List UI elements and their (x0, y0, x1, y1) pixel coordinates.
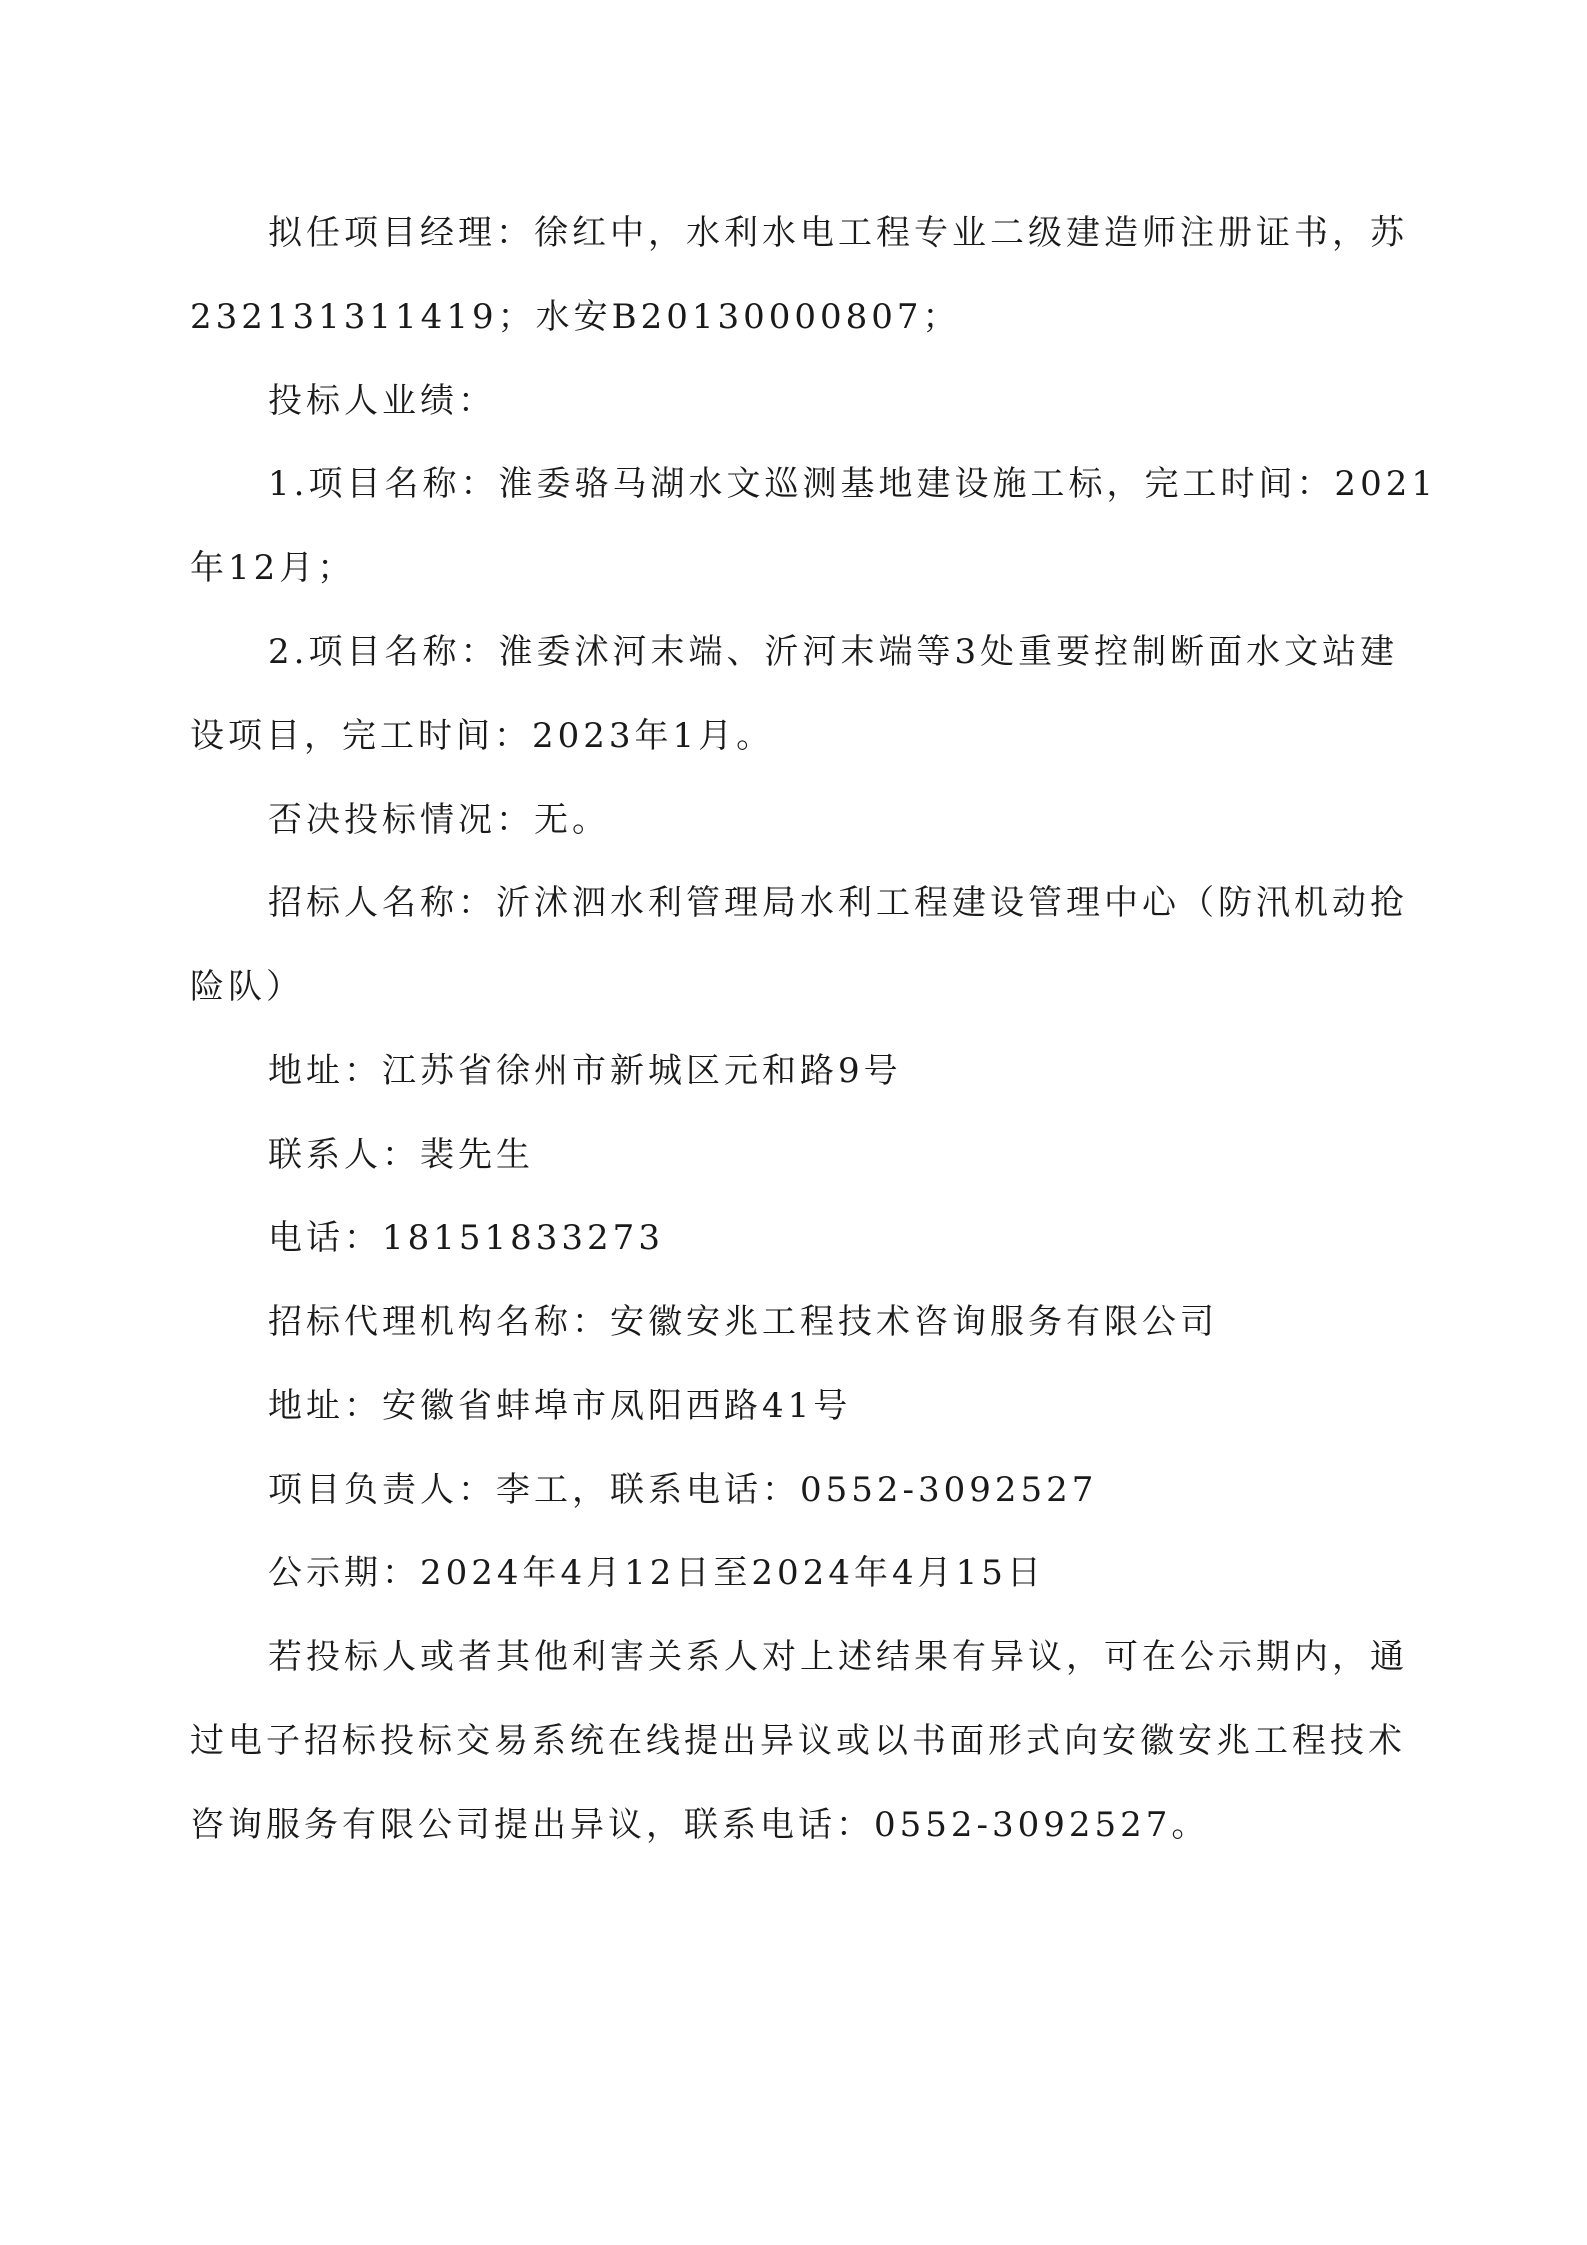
tenderer-contact: 联系人：裴先生 (268, 1135, 534, 1175)
performance-heading: 投标人业绩： (268, 381, 496, 421)
project-1-line-2: 年12月； (190, 548, 356, 588)
manager-line-2: 232131311419；水安B20130000807； (190, 297, 961, 337)
agency-address: 地址：安徽省蚌埠市凤阳西路41号 (268, 1386, 852, 1426)
manager-line-1: 拟任项目经理：徐红中，水利水电工程专业二级建造师注册证书，苏 (268, 213, 1408, 253)
publicity-period: 公示期：2024年4月12日至2024年4月15日 (268, 1553, 1045, 1593)
objection-line-3: 咨询服务有限公司提出异议，联系电话：0552-3092527。 (190, 1805, 1210, 1845)
agency-name: 招标代理机构名称：安徽安兆工程技术咨询服务有限公司 (268, 1302, 1218, 1342)
project-2-line-2: 设项目，完工时间：2023年1月。 (190, 716, 775, 756)
project-2-line-1: 2.项目名称：淮委沭河末端、沂河末端等3处重要控制断面水文站建 (268, 632, 1399, 672)
tenderer-phone: 电话：18151833273 (268, 1218, 664, 1258)
objection-line-1: 若投标人或者其他利害关系人对上述结果有异议，可在公示期内，通 (268, 1637, 1408, 1677)
project-1-line-1: 1.项目名称：淮委骆马湖水文巡测基地建设施工标，完工时间：2021 (268, 464, 1437, 504)
tenderer-address: 地址：江苏省徐州市新城区元和路9号 (268, 1051, 902, 1091)
objection-line-2: 过电子招标投标交易系统在线提出异议或以书面形式向安徽安兆工程技术 (190, 1721, 1406, 1761)
tenderer-name-line-2: 险队） (190, 967, 304, 1007)
rejection-status: 否决投标情况：无。 (268, 800, 610, 840)
agency-contact: 项目负责人：李工，联系电话：0552-3092527 (268, 1470, 1098, 1510)
tenderer-name-line-1: 招标人名称：沂沭泗水利管理局水利工程建设管理中心（防汛机动抢 (268, 883, 1408, 923)
